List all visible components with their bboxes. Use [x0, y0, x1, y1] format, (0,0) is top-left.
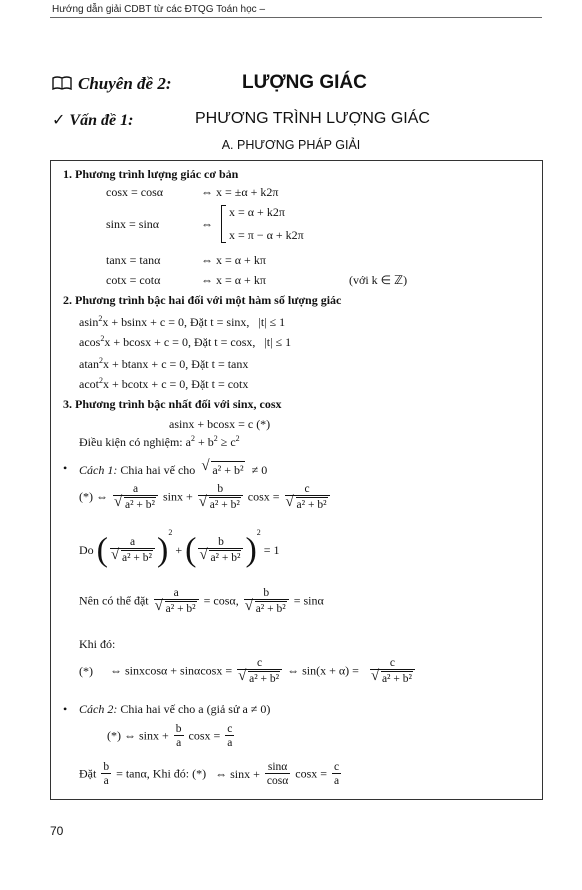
s1-r4-note: (với k ∈ ℤ) — [349, 273, 408, 287]
s2-line1: asin$^2$x + bsinx + c = 0, Đặt t = sinx, |t| ≤ 1 — [79, 314, 286, 329]
c2-dat: Đặt $\frac{b}{a}$ = tanα, Khi đó: (*) ⇔ sinx + $\frac{\sin\alpha}{\cos\alpha}$ cosx = $\frac{c}{a}$ — [79, 761, 340, 787]
page-number: 70 — [50, 824, 64, 838]
page-header: Hướng dẫn giải CDBT từ các ĐTQG Toán học – — [52, 4, 266, 15]
s1-r4-left: cotx = cotα — [106, 273, 161, 287]
s1-r2-arrow: ⇔ — [201, 217, 213, 231]
s2-line4: acot$^2$x + bcotx + c = 0, Đặt t = cotx — [79, 376, 249, 391]
problem-heading — [52, 110, 542, 130]
section-title: A. PHƯƠNG PHÁP GIẢI — [221, 138, 361, 152]
check-icon: ✓ — [52, 112, 66, 129]
s3-title: 3. Phương trình bậc nhất đối với sinx, cosx — [63, 397, 282, 411]
c1-khido: Khi đó: — [79, 637, 116, 651]
header-divider — [50, 17, 542, 18]
chapter-title: LƯỢNG GIÁC — [242, 72, 367, 93]
s1-r4-right: ⇔ x = α + kπ — [201, 273, 266, 287]
problem-title: PHƯƠNG TRÌNH LƯỢNG GIÁC — [195, 110, 430, 127]
bullet-2: • — [63, 702, 68, 716]
s1-r1-left: cosx = cosα — [106, 185, 164, 199]
s1-bracket — [221, 205, 226, 243]
problem-label: Vấn đề 1: — [69, 112, 134, 129]
chapter-heading — [52, 72, 367, 95]
s1-title: 1. Phương trình lượng giác cơ bản — [63, 167, 239, 181]
c2-eq: (*) ⇔ sinx + $\frac{b}{a}$ cosx = $\frac{c}{a}$ — [107, 723, 233, 749]
s1-r3-left: tanx = tanα — [106, 253, 161, 267]
c1-line: Cách 1: Chia hai vế cho √ a² + b² ≠ 0 — [79, 461, 267, 478]
s1-r2-left: sinx = sinα — [106, 217, 160, 231]
c1-nen: Nên có thể đặt a √ a² + b² = cosα, b √ a² + b² = sinα — [79, 587, 324, 615]
s3-equation: asinx + bcosx = c (*) — [169, 417, 271, 431]
s3-condition: Điều kiện có nghiệm: $a^2 + b^2 \ge c^2$ — [79, 434, 240, 449]
s1-r3-right: ⇔ x = α + kπ — [201, 253, 266, 267]
s2-title: 2. Phương trình bậc hai đối với một hàm số lượng giác — [63, 293, 342, 307]
c2-line: Cách 2: Chia hai vế cho a (giả sử a ≠ 0) — [79, 702, 271, 716]
chapter-label: Chuyên đề 2: — [78, 74, 172, 93]
open-book-icon — [52, 76, 72, 95]
s2-line3: atan$^2$x + btanx + c = 0, Đặt t = tanx — [79, 356, 249, 371]
s1-r2-a: x = α + k2π — [229, 205, 285, 219]
c1-result: (*) ⇔ sinxcosα + sinαcosx = c √ a² + b² ⇔ sin(x + α) = c √ a² + b² — [79, 657, 417, 685]
s1-r2-b: x = π − α + k2π — [229, 228, 304, 242]
c1-do: Do ( a √ a² + b² )$^2$ + ( b √ a² + b² )$^2$ = 1 — [79, 533, 280, 567]
content-box — [50, 160, 543, 800]
s2-line2: acos$^2$x + bcosx + c = 0, Đặt t = cosx, |t| ≤ 1 — [79, 334, 292, 349]
c1-eq: (*) ⇔ a √ a² + b² sinx + b √ a² + b² cosx = c √ a² + b² — [79, 483, 332, 511]
bullet-1: • — [63, 461, 68, 475]
s1-r1-right: ⇔ x = ±α + k2π — [201, 185, 279, 199]
